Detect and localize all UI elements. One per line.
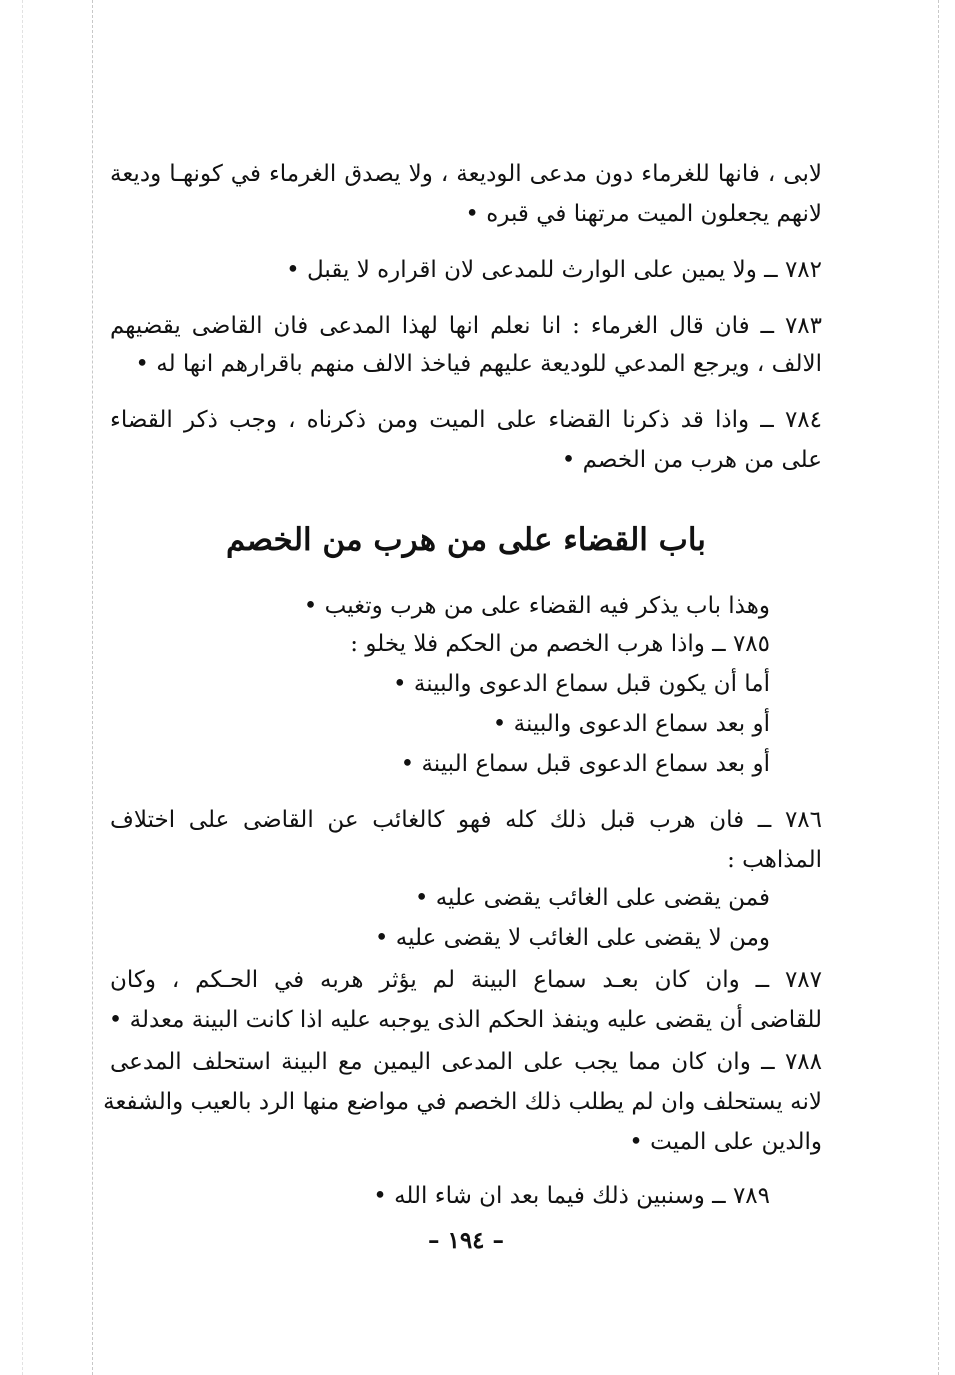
section-intro: وهذا باب يذكر فيه القضاء على من هرب وتغيب •	[303, 593, 770, 619]
paragraph-784-line-2: على من هرب من الخصم •	[561, 447, 822, 473]
school-opinion-2: ومن لا يقضى على الغائب لا يقضى عليه •	[374, 925, 770, 951]
paragraph-782: ٧٨٢ ــ ولا يمين على الوارث للمدعى لان اقراره لا يقبل •	[286, 257, 822, 283]
text-line-2: لانهم يجعلون الميت مرتهنا في قبره •	[465, 201, 822, 227]
scan-edge-right	[938, 0, 939, 1375]
case-option-1: أما أن يكون قبل سماع الدعوى والبينة •	[392, 671, 770, 697]
section-heading: باب القضاء على من هرب من الخصم	[226, 522, 706, 558]
paragraph-786-line-1: ٧٨٦ ــ فان هرب قبل ذلك كله فهو كالغائب عن القاضى على اختلاف	[110, 807, 822, 833]
text-line-1: لابى ، فانها للغرماء دون مدعى الوديعة ، ولا يصدق الغرماء في كونهـا وديعة	[110, 161, 822, 187]
paragraph-783-line-1: ٧٨٣ ــ فان قال الغرماء : انا نعلم انها لهذا المدعى فان القاضى يقضيهم	[110, 313, 822, 339]
case-option-2: أو بعد سماع الدعوى والبينة •	[492, 711, 770, 737]
paragraph-785: ٧٨٥ ــ واذا هرب الخصم من الحكم فلا يخلو :	[350, 631, 770, 657]
paragraph-788-line-3: والدين على الميت •	[629, 1129, 822, 1155]
paragraph-787-line-1: ٧٨٧ ــ وان كان بعـد سماع البينة لم يؤثر هربه في الحـكم ، وكان	[110, 967, 822, 993]
paragraph-788-line-2: لانه يستحلف وان لم يطلب ذلك الخصم في مواضع منها الرد بالعيب والشفعة	[103, 1089, 822, 1115]
case-option-3: أو بعد سماع الدعوى قبل سماع البينة •	[400, 751, 770, 777]
paragraph-784-line-1: ٧٨٤ ــ واذا قد ذكرنا القضاء على الميت ومن ذكرناه ، وجب ذكر القضاء	[110, 407, 822, 433]
paragraph-789: ٧٨٩ ــ وسنبين ذلك فيما بعد ان شاء الله •	[373, 1183, 770, 1209]
paragraph-787-line-2: للقاضى أن يقضى عليه وينفذ الحكم الذى يوجبه عليه اذا كانت البينة معدلة •	[108, 1007, 822, 1033]
paragraph-783-line-2: الالف ، ويرجع المدعي للوديعة عليهم فياخذ الالف منهم باقرارهم انها له •	[135, 351, 822, 377]
paragraph-786-line-2: المذاهب :	[727, 847, 822, 873]
school-opinion-1: فمن يقضى على الغائب يقضى عليه •	[414, 885, 770, 911]
scan-edge-left	[92, 0, 93, 1375]
page-number: – ١٩٤ –	[427, 1227, 505, 1254]
scan-edge-left-far	[22, 0, 23, 1375]
paragraph-788-line-1: ٧٨٨ ــ وان كان مما يجب على المدعى اليمين مع البينة استحلف المدعى	[110, 1049, 822, 1075]
